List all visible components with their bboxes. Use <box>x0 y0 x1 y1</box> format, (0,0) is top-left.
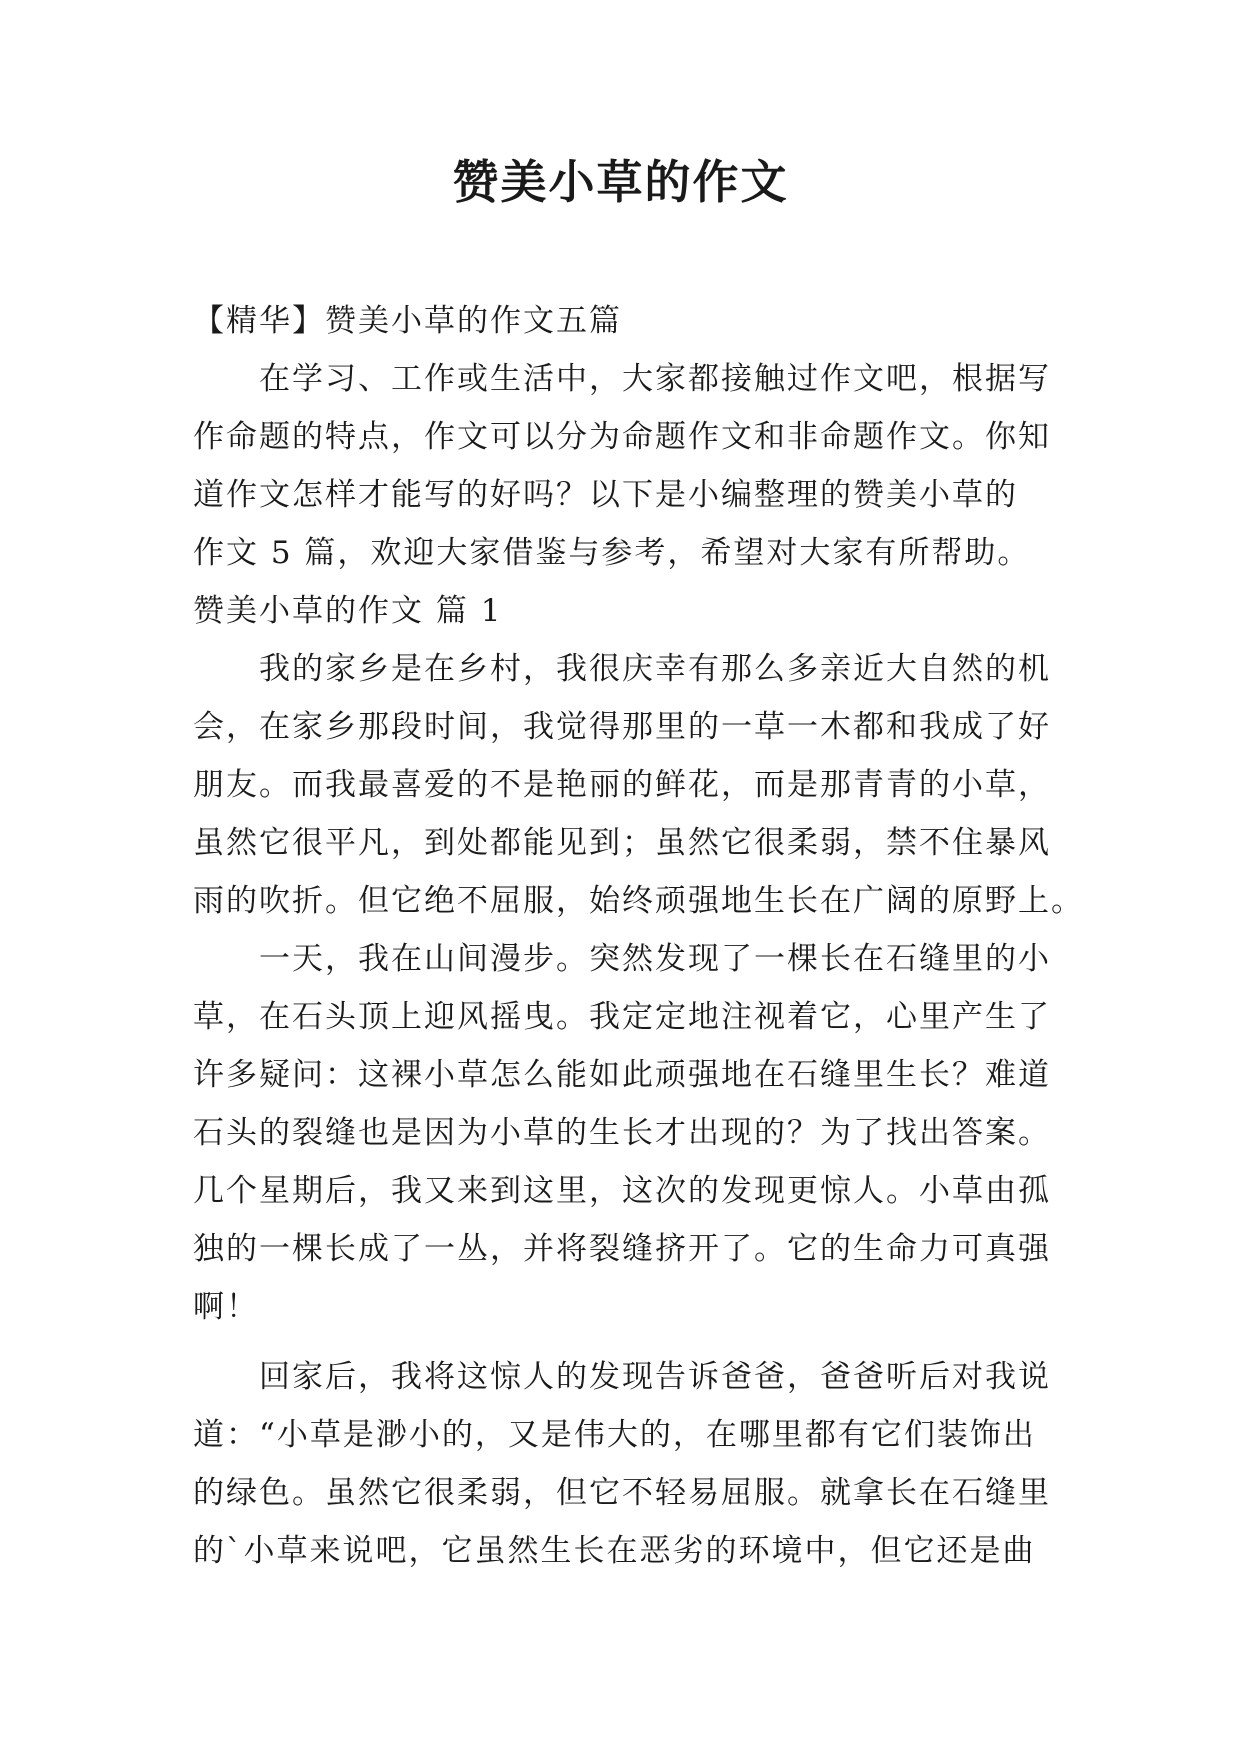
paragraph-gap <box>193 1336 1051 1348</box>
paragraph-line: 在学习、工作或生活中，大家都接触过作文吧，根据写 <box>259 361 1051 397</box>
paragraph-line: 作文 5 篇，欢迎大家借鉴与参考，希望对大家有所帮助。 <box>193 535 1031 571</box>
paragraph-line: 回家后，我将这惊人的发现告诉爸爸，爸爸听后对我说 <box>259 1359 1051 1395</box>
paragraph-line: 几个星期后，我又来到这里，这次的发现更惊人。小草由孤 <box>193 1173 1051 1209</box>
paragraph-line: 作命题的特点，作文可以分为命题作文和非命题作文。你知 <box>193 419 1051 455</box>
paragraph-line: 石头的裂缝也是因为小草的生长才出现的？为了找出答案。 <box>193 1115 1051 1151</box>
paragraph-line: 道：“小草是渺小的，又是伟大的，在哪里都有它们装饰出 <box>193 1417 1036 1453</box>
paragraph-line: 雨的吹折。但它绝不屈服，始终顽强地生长在广阔的原野上。 <box>193 883 1084 919</box>
section-heading: 赞美小草的作文 篇 1 <box>193 593 503 629</box>
subtitle-line: 【精华】赞美小草的作文五篇 <box>193 303 622 339</box>
paragraph-line: 一天，我在山间漫步。突然发现了一棵长在石缝里的小 <box>259 941 1051 977</box>
paragraph-line: 许多疑问：这裸小草怎么能如此顽强地在石缝里生长？难道 <box>193 1057 1051 1093</box>
paragraph-line: 会，在家乡那段时间，我觉得那里的一草一木都和我成了好 <box>193 709 1051 745</box>
document-title: 赞美小草的作文 <box>452 155 789 209</box>
paragraph-line: 我的家乡是在乡村，我很庆幸有那么多亲近大自然的机 <box>259 651 1051 687</box>
paragraph-line: 虽然它很平凡，到处都能见到；虽然它很柔弱，禁不住暴风 <box>193 825 1051 861</box>
paragraph-line: 道作文怎样才能写的好吗？以下是小编整理的赞美小草的 <box>193 477 1018 513</box>
paragraph-line: 独的一棵长成了一丛，并将裂缝挤开了。它的生命力可真强 <box>193 1231 1051 1267</box>
paragraph-line: 的`小草来说吧，它虽然生长在恶劣的环境中，但它还是曲 <box>193 1533 1036 1569</box>
paragraph-line: 的绿色。虽然它很柔弱，但它不轻易屈服。就拿长在石缝里 <box>193 1475 1051 1511</box>
document-body <box>193 292 1084 1580</box>
paragraph-line: 啊！ <box>193 1289 259 1325</box>
paragraph-line: 草，在石头顶上迎风摇曳。我定定地注视着它，心里产生了 <box>193 999 1051 1035</box>
paragraph-line: 朋友。而我最喜爱的不是艳丽的鲜花，而是那青青的小草， <box>193 767 1051 803</box>
